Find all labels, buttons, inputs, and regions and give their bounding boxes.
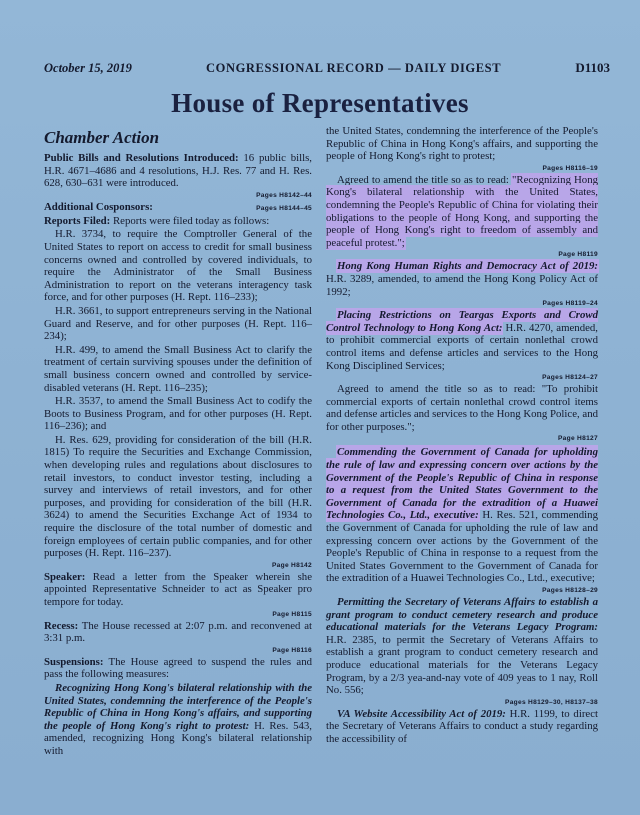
reports-pages: Page H8142	[271, 561, 312, 569]
cosponsors-lead: Additional Cosponsors:	[44, 200, 153, 213]
right-p3-text: H.R. 3289, amended, to amend the Hong Kong Policy Act of 1992;	[326, 272, 598, 298]
right-column	[326, 124, 598, 747]
hk-measure-paragraph	[44, 682, 312, 758]
reports-text: Reports were filed today as follows:	[110, 214, 270, 227]
speaker-paragraph	[44, 571, 312, 609]
suspensions-paragraph	[44, 656, 312, 681]
suspensions-text: The House agreed to suspend the rules and pass the following measures:	[44, 655, 312, 681]
left-column	[44, 124, 312, 759]
bills-pages: Pages H8142–44	[256, 191, 312, 199]
right-p1: the United States, condemning the interference of the People's Republic of China in Hong Kong's affairs, and supporting the people of Hong Kong's right to protest;	[326, 125, 598, 163]
report-item: H.R. 3734, to require the Comptroller General of the United States to report on access to credit for small business concerns owned and controlled by covered individuals, to require the Administrator of the Small Business Administration to report on the veterans interagency task force, and for other purposes (H. Rept. 116–233);	[44, 228, 312, 304]
recess-paragraph	[44, 620, 312, 645]
bills-lead: Public Bills and Resolutions Introduced:	[44, 152, 239, 164]
right-p8	[326, 708, 598, 746]
report-item: H.R. 499, to amend the Small Business Act to clarify the treatment of certain surviving spouses under the definition of small business concern owned and controlled by service-disabled veterans (H. Rept. 116–235);	[44, 343, 312, 394]
bills-paragraph	[44, 152, 312, 190]
report-item: H.R. 3661, to support entrepreneurs serving in the National Guard and Reserve, and for other purposes (H. Rept. 116–234);	[44, 304, 312, 343]
right-p2-pages: Page H8119	[558, 251, 598, 259]
hk-democracy-act-title: Hong Kong Human Rights and Democracy Act of 2019:	[337, 260, 598, 273]
teargas-act-title: Placing Restrictions on Teargas Exports and Crowd Control Technology to Hong Kong Act:	[326, 309, 598, 334]
right-p6-pages: Pages H8128–29	[542, 587, 598, 594]
highlighted-amended-title: "Recognizing Hong Kong's bilateral relationship with the United States, condemning the People's Republic of China for violating their obligations to the people of Hong Kong, and supporting the people of Hong Kong's right to freedom of assembly and peaceful protest.";	[326, 173, 599, 249]
right-p6	[326, 446, 598, 585]
section-heading: Chamber Action	[44, 128, 160, 147]
cosponsors-pages: Pages H8144–45	[256, 204, 312, 212]
speaker-text: Read a letter from the Speaker wherein she appointed Representative Schneider to act as Speaker pro tempore for today.	[44, 570, 312, 608]
page-title: House of Representatives	[171, 88, 469, 118]
right-p6-text: H. Res. 521, commending the Government of Canada for upholding the rule of law and expressing concern over actions by the Government of the People's Republic of China in response to a request from the United States Government to the Government of Canada for the extradition of a Huawei Technologies Co., Ltd., executive;	[326, 509, 598, 585]
right-p2	[326, 174, 598, 250]
recess-lead: Recess:	[44, 619, 79, 632]
canada-resolution-title: Commending the Government of Canada for upholding the rule of law and expressing concern over actions by the Government of the People's Republic of China in response to a request from the United States Government to the Government of Canada for the extradition of a Huawei Technologies Co., Ltd., executive:	[326, 446, 598, 522]
right-p8-text: H.R. 1199, to direct the Secretary of Veterans Affairs to conduct a study regarding the accessibility of	[326, 707, 598, 745]
right-p5: Agreed to amend the title so as to read: "To prohibit commercial exports of certain nonlethal crowd control items and defense articles and services to the Hong Kong Police, and for other purposes.";	[326, 383, 598, 433]
speaker-lead: Speaker:	[44, 570, 86, 583]
right-p4	[326, 309, 598, 372]
cosponsors-paragraph	[44, 201, 312, 214]
page-header	[44, 60, 610, 80]
right-p3	[326, 260, 598, 298]
right-p7-text: H.R. 2385, to permit the Secretary of Veterans Affairs to establish a grant program to conduct cemetery research and produce educational materials for the Veterans Legacy Program, by a 2/3 yea-and-nay vote of 409 yeas to 1 nay, Roll No. 556;	[326, 633, 598, 697]
hk-measure-title: Recognizing Hong Kong's bilateral relationship with the United States, condemning the interference of the People's Republic of China in Hong Kong's affairs, and supporting the people of Hong Kong's right to protest:	[44, 681, 312, 732]
header-page-number: D1103	[575, 60, 610, 75]
recess-text: The House recessed at 2:07 p.m. and reconvened at 3:31 p.m.	[44, 619, 312, 645]
right-p4-text: H.R. 4270, amended, to prohibit commercial exports of certain nonlethal crowd control items and defense articles and services to the Hong Kong Disciplined Services;	[326, 321, 598, 372]
veterans-grant-title: Permitting the Secretary of Veterans Affairs to establish a grant program to conduct cemetery research and produce educational materials for the Veterans Legacy Program:	[326, 596, 598, 634]
right-p2-pre: Agreed to amend the title so as to read:	[337, 173, 512, 186]
va-website-act-title: VA Website Accessibility Act of 2019:	[337, 707, 506, 720]
recess-pages: Page H8116	[272, 646, 312, 654]
hk-measure-text: H. Res. 543, amended, recognizing Hong Kong's bilateral relationship with	[44, 719, 312, 757]
reports-paragraph	[44, 215, 312, 228]
speaker-pages: Page H8115	[272, 610, 312, 618]
right-p4-pages: Pages H8124–27	[542, 374, 598, 382]
right-p7-pages: Pages H8129–30, H8137–38	[505, 698, 598, 706]
suspensions-lead: Suspensions:	[44, 655, 104, 668]
right-p7	[326, 596, 598, 697]
right-p1-pages: Pages H8116–19	[542, 164, 598, 172]
right-p5-pages: Page H8127	[557, 435, 598, 443]
bills-text: 16 public bills, H.R. 4671–4686 and 4 resolutions, H.J. Res. 77 and H. Res. 628, 630–631 were introduced.	[44, 152, 313, 190]
reports-lead: Reports Filed:	[44, 214, 111, 227]
right-p3-pages: Pages H8119–24	[542, 300, 598, 308]
report-item: H. Res. 629, providing for consideration of the bill (H.R. 1815) To require the Securities and Exchange Commission, when developing rules and regulations about disclosures to retail investors, to conduct investor testing, including a survey and interviews of retail investors, and for other purposes, and providing for consideration of the bill (H.R. 3624) to amend the Securities Exchange Act of 1934 to require the disclosure of the total number of domestic and foreign employees of certain public companies, and for other purposes (H. Rept. 116–237).	[44, 433, 312, 560]
header-date: October 15, 2019	[44, 61, 132, 75]
report-item: H.R. 3537, to amend the Small Business Act to codify the Boots to Business Program, and for other purposes (H. Rept. 116–236); and	[44, 395, 312, 433]
header-journal: CONGRESSIONAL RECORD — DAILY DIGEST	[206, 61, 502, 75]
